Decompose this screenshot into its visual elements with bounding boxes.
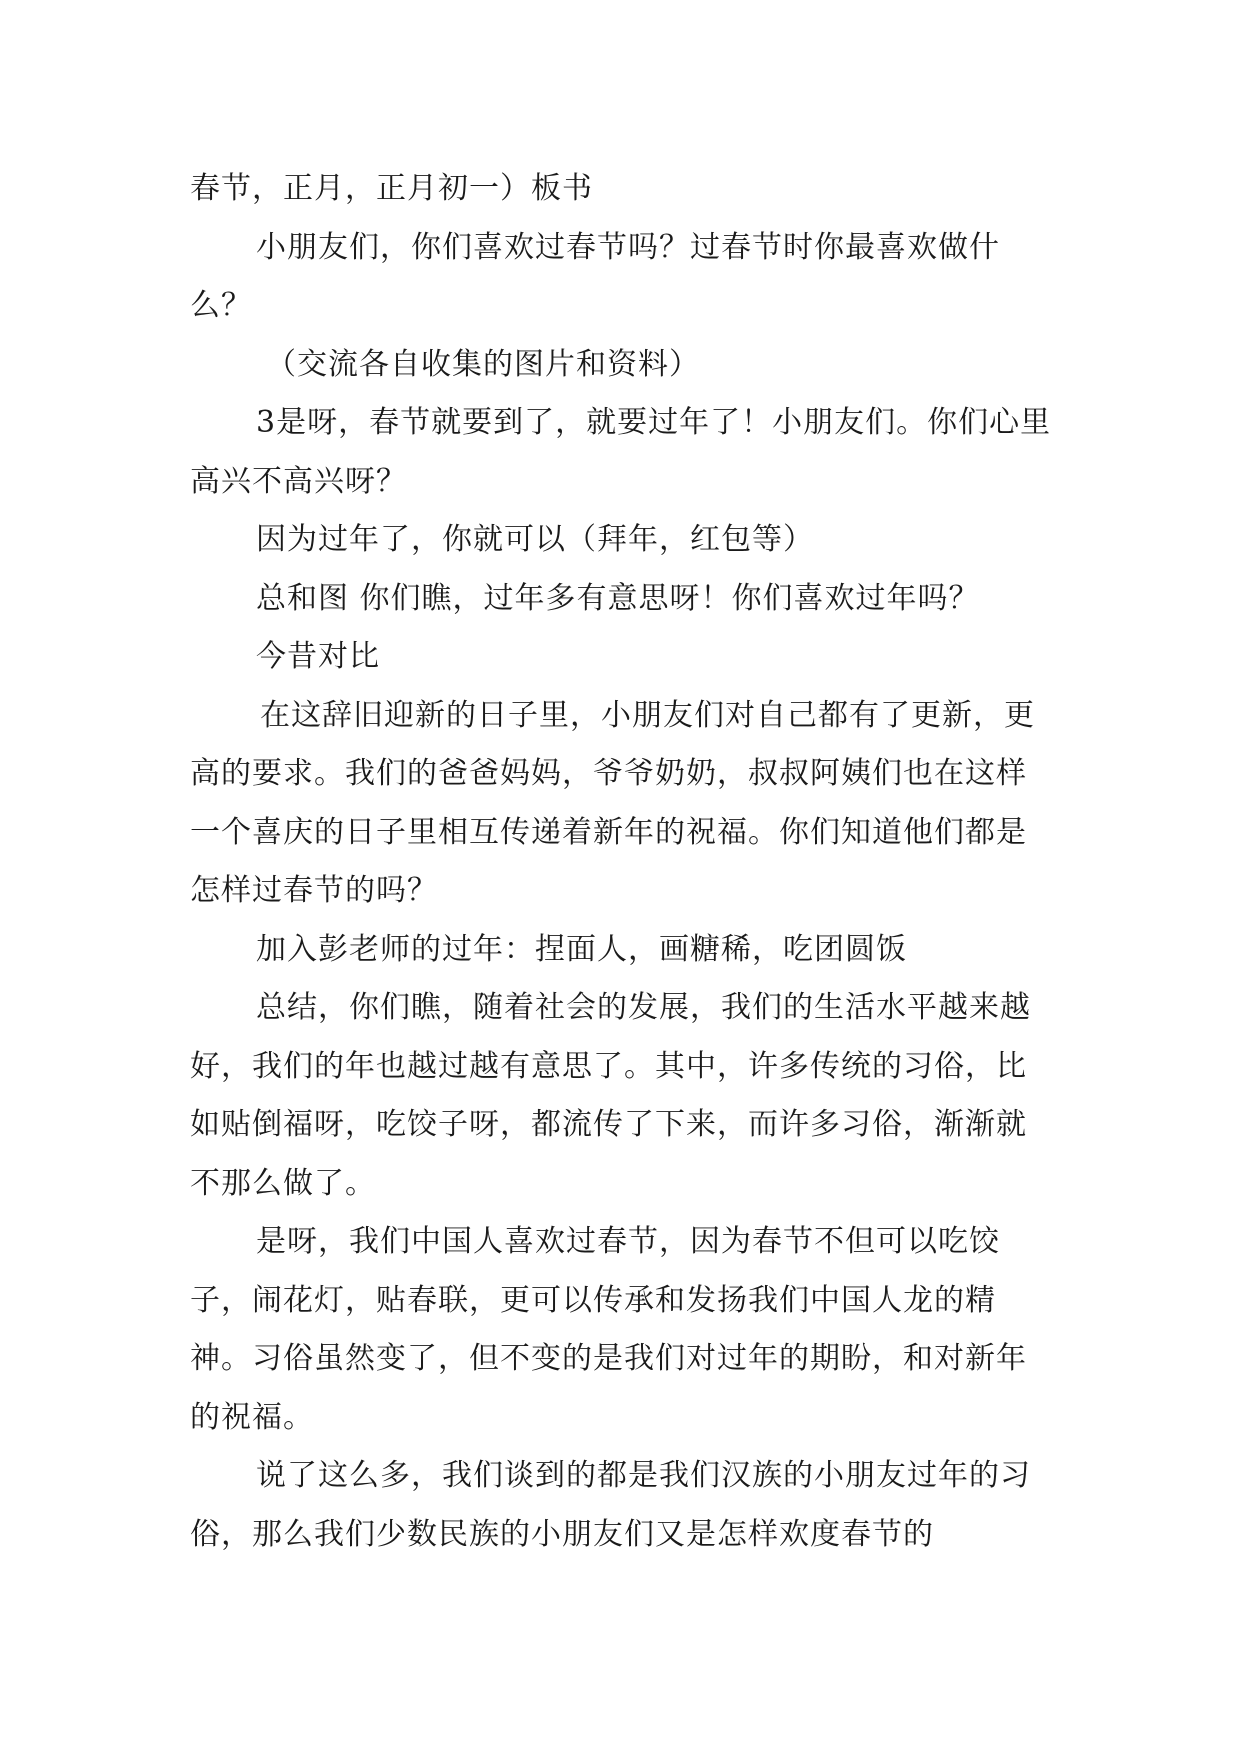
paragraph: 春节，正月，正月初一）板书 — [190, 171, 593, 206]
paragraph: 在这辞旧迎新的日子里，小朋友们对自己都有了更新，更高的要求。我们的爸爸妈妈，爷爷奶奶，叔叔阿姨们也在这样一个喜庆的日子里相互传递着新年的祝福。你们知道他们都是怎样过春节的吗？ — [190, 697, 1035, 908]
paragraph: （交流各自收集的图片和资料） — [266, 346, 700, 382]
paragraph: 今昔对比 — [256, 639, 380, 674]
paragraph: 总结，你们瞧，随着社会的发展，我们的生活水平越来越好，我们的年也越过越有意思了。其中，许多传统的习俗，比如贴倒福呀，吃饺子呀，都流传了下来，而许多习俗，渐渐就不那么做了。 — [190, 990, 1031, 1201]
paragraph: 总和图 你们瞧，过年多有意思呀！你们喜欢过年吗？ — [256, 580, 980, 616]
paragraph: 是呀，我们中国人喜欢过春节，因为春节不但可以吃饺子，闹花灯，贴春联，更可以传承和发扬我们中国人龙的精神。习俗虽然变了，但不变的是我们对过年的期盼，和对新年的祝福。 — [190, 1224, 1027, 1435]
paragraph: 3是呀，春节就要到了，就要过年了！小朋友们。你们心里高兴不高兴呀？ — [190, 405, 1052, 499]
paragraph: 加入彭老师的过年：捏面人，画糖稀，吃团圆饭 — [256, 931, 907, 967]
document-body — [190, 160, 1055, 1564]
paragraph: 说了这么多，我们谈到的都是我们汉族的小朋友过年的习俗，那么我们少数民族的小朋友们又是怎样欢度春节的 — [190, 1458, 1031, 1552]
paragraph: 小朋友们，你们喜欢过春节吗？过春节时你最喜欢做什么？ — [190, 229, 1000, 323]
paragraph: 因为过年了，你就可以（拜年，红包等） — [256, 522, 814, 557]
